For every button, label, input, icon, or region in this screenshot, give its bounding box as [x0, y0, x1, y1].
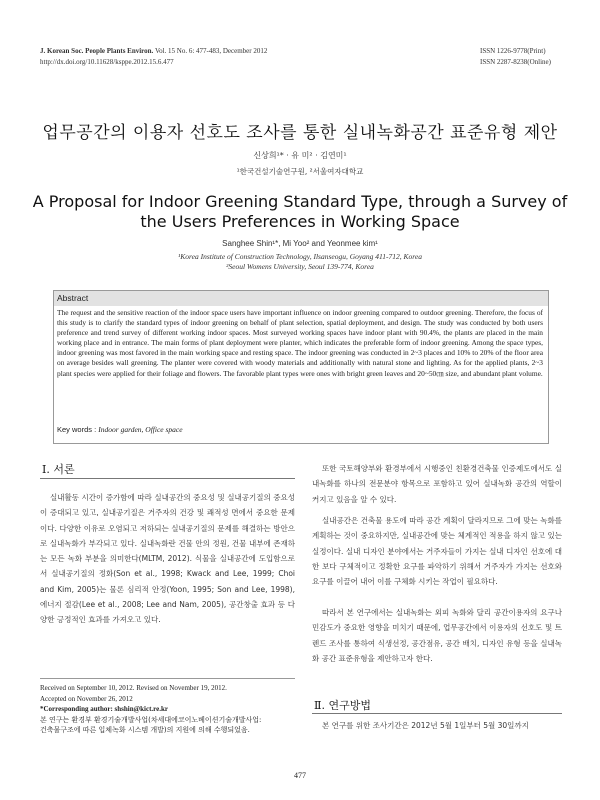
page-number: 477: [294, 771, 306, 780]
methods-paragraph-1: 본 연구를 위한 조사기간은 2012년 5월 1일부터 5월 30일까지: [322, 721, 529, 730]
footnote: [40, 683, 298, 736]
title-english-line1: A Proposal for Indoor Greening Standard Type, through a Survey of: [32, 192, 568, 211]
section-rule-right: [312, 713, 562, 714]
affiliations-korean: ¹한국건설기술연구원, ²서울여자대학교: [236, 167, 364, 176]
journal-volume: Vol. 15 No. 6: 477-483, December 2012: [154, 47, 268, 55]
title-english-line2: the Users Preferences in Working Space: [140, 212, 460, 231]
authors-korean: 신상희¹* · 유 미² · 김연미¹: [253, 151, 347, 160]
section-heading-introduction: Ⅰ. 서론: [42, 463, 75, 476]
section-heading-methods: Ⅱ. 연구방법: [314, 699, 371, 712]
footnote-corresponding: *Corresponding author: shshin@kict.re.kr: [40, 705, 168, 713]
doi-link[interactable]: http://dx.doi.org/10.11628/ksppe.2012.15.6.477: [40, 58, 174, 66]
keywords-label: Key words :: [57, 425, 97, 434]
intro-paragraph-2: 또한 국토해양부와 환경부에서 시행중인 친환경건축물 인증제도에서도 실내녹화를 하나의 전문분야 항목으로 포함하고 있어 실내녹화 공간의 역할이 커지고 있음을 알 수 있다.: [312, 464, 562, 504]
intro-paragraph-4: 따라서 본 연구에서는 실내녹화는 외피 녹화와 달리 공간이용자의 요구나 민감도가 중요한 영향을 미치기 때문에, 업무공간에서 이용자의 선호도 및 트렌드 조사를 통하여 식생선정, 공간점유, 공간 배치, 디자인 유형 등을 실내녹화 공간 표준유형을 제안하고자 한다.: [312, 608, 562, 663]
title-english: [0, 192, 600, 232]
abstract-heading: Abstract: [54, 291, 548, 306]
affiliations-english: [0, 252, 600, 272]
issn-online: ISSN 2287-8238(Online): [480, 58, 551, 66]
title-korean: 업무공간의 이용자 선호도 조사를 통한 실내녹화공간 표준유형 제안: [42, 123, 558, 143]
journal-name: J. Korean Soc. People Plants Environ.: [40, 47, 154, 55]
footnote-received: Received on September 10, 2012. Revised on November 19, 2012.: [40, 684, 227, 692]
footnote-rule: [40, 678, 295, 679]
affiliation-2: ²Seoul Womens University, Seoul 139-774, Korea: [226, 262, 374, 271]
intro-paragraph-3: 실내공간은 건축물 용도에 따라 공간 계획이 달라지므로 그에 맞는 녹화를 계획하는 것이 중요하지만, 실내공간에 맞는 체계적인 적용을 하지 않고 있는 실정이다. 실내 디자인 분야에서는 거주자들이 가지는 실내 디자인 선호에 대한 보다 구체적이고 정확한 요구를 파악하기 위해서 거주자가 가지는 선호와 요구를 이끌어 내어 이를 구체화 시키는 작업이 필요하다.: [312, 516, 562, 587]
intro-paragraph-1: 실내활동 시간이 증가함에 따라 실내공간의 중요성 및 실내공기질의 중요성이 증대되고 있고, 실내공기질은 거주자의 건강 및 쾌적성 면에서 중요한 문제이다. 다양한 이유로 오염되고 저하되는 실내공기질의 문제를 해결하는 방안으로 실내녹화가 부각되고 있다. 실내녹화란 건물 안의 정원, 건물 내부에 존재하는 모든 녹화 부분을 의미한다(MLTM, 2012). 식물을 실내공간에 도입함으로서 실내공기질의 정화(Son et al., 1998; Kwack and Lee, 1999; Choi and Kim, 2005)는 물론 심리적 안정(Yoon, 1995; Son and Lee, 1998), 에너지 절감(Lee et al., 2008; Lee and Nam, 2005), 공간창출 효과 등 다양한 긍정적인 효과를 가져오고 있다.: [40, 493, 295, 625]
footnote-accepted: Accepted on November 26, 2012: [40, 694, 133, 703]
authors-english: Sanghee Shin¹*, Mi Yoo² and Yeonmee kim¹: [222, 239, 378, 248]
issn-print: ISSN 1226-9778(Print): [480, 47, 546, 55]
footnote-note-1: 본 연구는 환경부 환경기술개발사업(차세대에코이노베이션기술개발사업:: [40, 715, 262, 724]
keywords-list: Indoor garden, Office space: [98, 425, 183, 434]
abstract-box: [53, 290, 549, 444]
journal-citation: [40, 46, 267, 56]
footnote-note-2: 건축물구조에 따른 입체녹화 시스템 개발)의 지원에 의해 수행되었음.: [40, 726, 250, 734]
keywords: [57, 425, 183, 434]
abstract-text: The request and the sensitive reaction of the indoor space users have important influence on indoor greening compared to outdoor greening. Therefore, the focus of this study is to clarify the standard types of indoor greening on behalf of plant selection, spatial deployment, and design. The study was conducted by both users preference and trend survey of different working indoor spaces. Most surveyed working spaces have indoor plant with 90.4%, the plants are placed in the main working place and in entrance. The main forms of plant deployment were planter, which indicates the preferable form of indoor greening. Among the space types, indoor greening was most favored in the main working space and resting space. The indoor greening was conducted in 2~3 places and 10% to 20% of the floor area on average besides wall greening. The planter were covered with woody materials and additionally with natural stone and lighting. As for the applied plants, 2~3 plant species were applied for their foliage and flowers. The favorable plant types were ones with bright green leaves and 20~50㎝ size, and abundant plant volume.: [57, 308, 543, 378]
affiliation-1: ¹Korea Institute of Construction Technology, Ilsanseogu, Goyang 411-712, Korea: [178, 252, 422, 261]
section-rule-left: [40, 478, 295, 479]
